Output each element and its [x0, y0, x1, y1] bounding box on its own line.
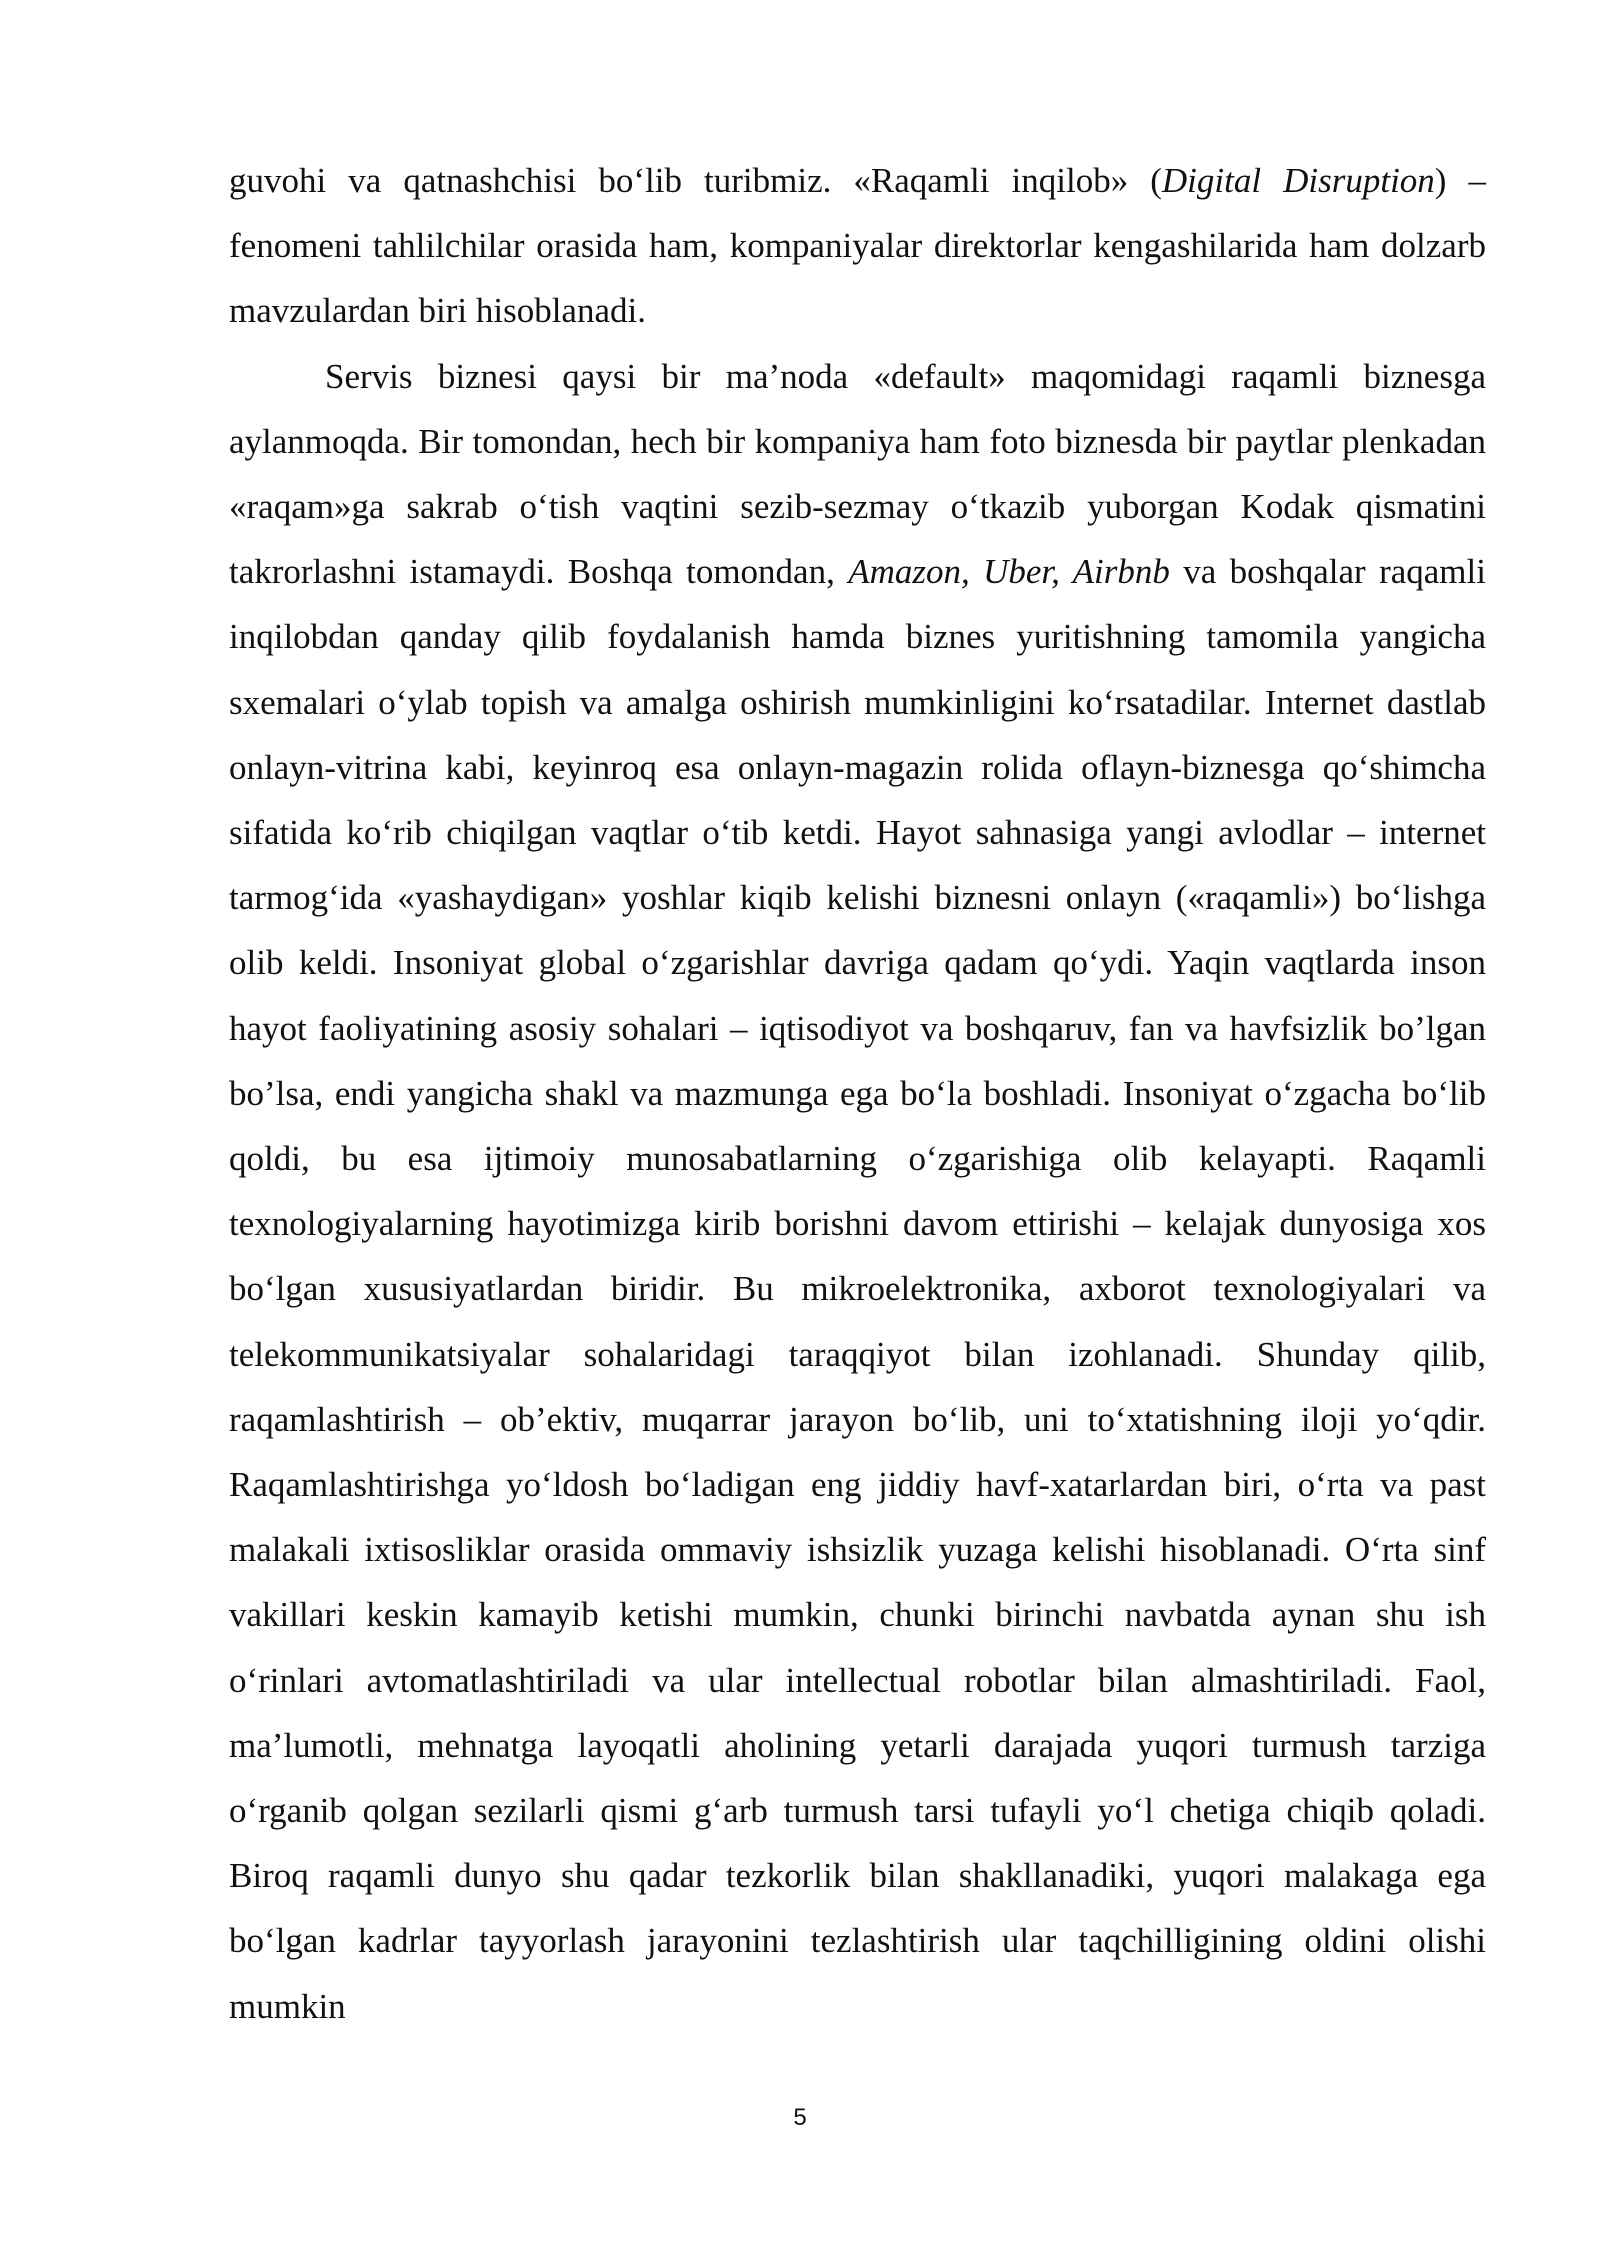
- paragraph-text-segment: va boshqalar raqamli inqilobdan qanday qilib foydalanish hamda biznes yuritishning tamomila yangicha sxemalari o‘ylab topish va amalga oshirish mumkinligini ko‘rsatadilar. Internet dastlab onlayn-vitrina kabi, keyinroq esa onlayn-magazin rolida oflayn-biznesga qo‘shimcha sifatida ko‘rib chiqilgan vaqtlar o‘tib ketdi. Hayot sahnasiga yangi avlodlar – internet tarmog‘ida «yashaydigan» yoshlar kiqib kelishi biznesni onlayn («raqamli») bo‘lishga olib keldi. Insoniyat global o‘zgarishlar davriga qadam qo‘ydi. Yaqin vaqtlarda inson hayot faoliyatining asosiy sohalari – iqtisodiyot va boshqaruv, fan va havfsizlik bo’lgan bo’lsa, endi yangicha shakl va mazmunga ega bo‘la boshladi. Insoniyat o‘zgacha bo‘lib qoldi, bu esa ijtimoiy munosabatlarning o‘zgarishiga olib kelayapti. Raqamli texnologiyalarning hayotimizga kirib borishni davom ettirishi – kelajak dunyosiga xos bo‘lgan xususiyatlardan biridir. Bu mikroelektronika, axborot texnologiyalari va telekommunikatsiyalar sohalaridagi taraqqiyot bilan izohlanadi. Shunday qilib, raqamlashtirish – ob’ektiv, muqarrar jarayon bo‘lib, uni to‘xtatishning iloji yo‘qdir. Raqamlashtirishga yo‘ldosh bo‘ladigan eng jiddiy havf-xatarlardan biri, o‘rta va past malakali ixtisosliklar orasida ommaviy ishsizlik yuzaga kelishi hisoblanadi. O‘rta sinf vakillari keskin kamayib ketishi mumkin, chunki birinchi navbatda aynan shu ish o‘rinlari avtomatlashtiriladi va ular intellectual robotlar bilan almashtiriladi. Faol, ma’lumotli, mehnatga layoqatli aholining yetarli darajada yuqori turmush tarziga o‘rganib qolgan sezilarli qismi g‘arb turmush tarsi tufayli yo‘l chetiga chiqib qoladi. Biroq raqamli dunyo shu qadar tezkorlik bilan shakllanadiki, yuqori malakaga ega bo‘lgan kadrlar tayyorlash jarayonini tezlashtirish ular taqchilligining oldini olishi mumkin: [229, 552, 1486, 2026]
- paragraph: [229, 344, 1486, 2039]
- body-text: [229, 148, 1486, 2039]
- paragraph-continued: [229, 148, 1486, 344]
- paragraph-text-segment: ) – fenomeni tahlilchilar orasida ham, kompaniyalar direktorlar kengashilarida ham dolzarb mavzulardan biri hisoblanadi.: [229, 161, 1486, 331]
- paragraph-text-segment: guvohi va qatnashchisi bo‘lib turibmiz. «Raqamli inqilob» (: [229, 161, 1162, 200]
- paragraph-text-segment: Servis biznesi qaysi bir ma’noda «default» maqomidagi raqamli biznesga aylanmoqda. Bir tomondan, hech bir kompaniya ham foto biznesda bir paytlar plenkadan «raqam»ga sakrab o‘tish vaqtini sezib-sezmay o‘tkazib yuborgan Kodak qismatini takrorlashni istamaydi. Boshqa tomondan,: [229, 356, 1486, 592]
- italic-term: Digital Disruption: [1161, 161, 1435, 200]
- italic-company-names: Amazon, Uber, Airbnb: [848, 552, 1170, 592]
- page-number: 5: [793, 2104, 807, 2131]
